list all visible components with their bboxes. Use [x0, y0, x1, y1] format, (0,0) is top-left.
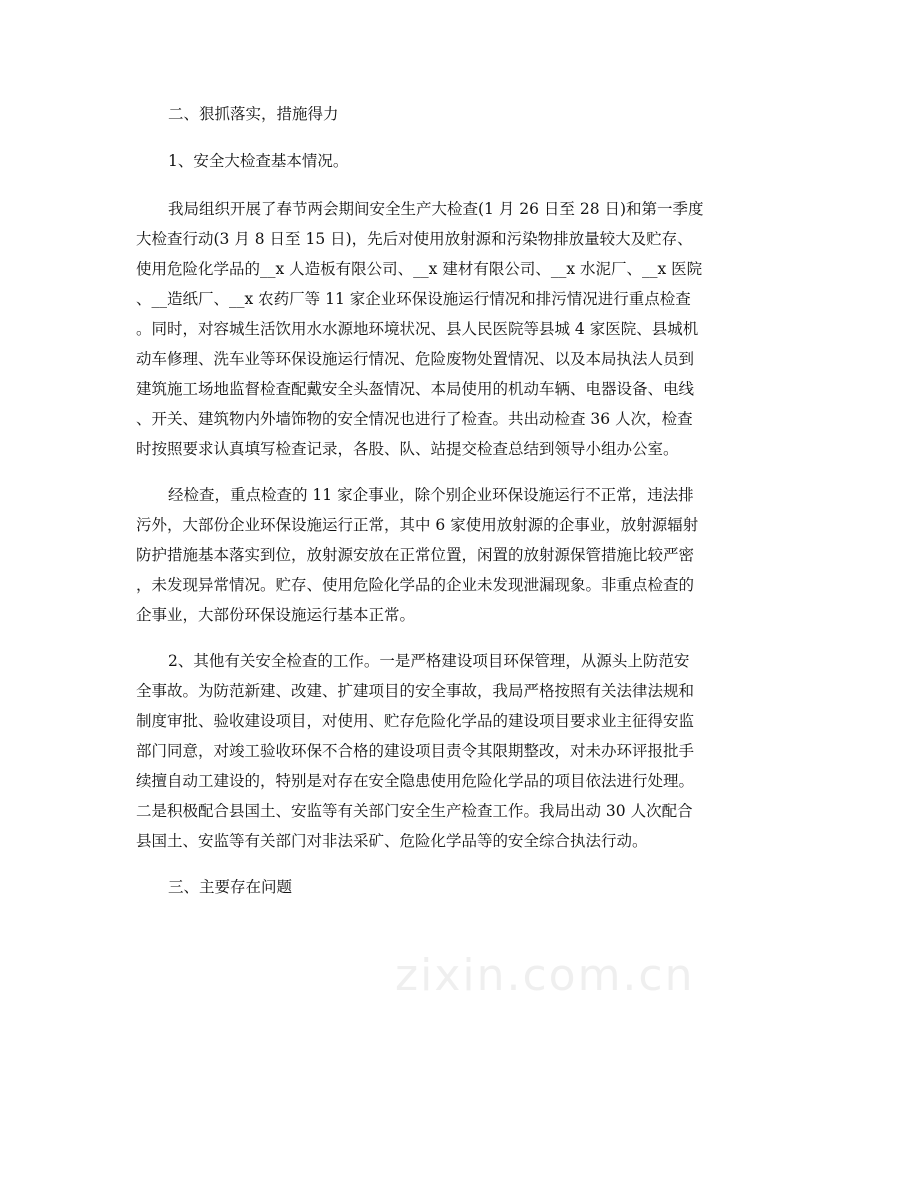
text-line: 建筑施工场地监督检查配戴安全头盔情况、本局使用的机动车辆、电器设备、电线 [136, 380, 695, 398]
text-line: 、__造纸厂、__x 农药厂等 11 家企业环保设施运行情况和排污情况进行重点检查 [136, 290, 691, 308]
text-line: 动车修理、洗车业等环保设施运行情况、危险废物处置情况、以及本局执法人员到 [136, 350, 695, 368]
text-line: 制度审批、验收建设项目，对使用、贮存危险化学品的建设项目要求业主征得安监 [136, 712, 695, 730]
section-heading-2: 二、狠抓落实，措施得力 [168, 105, 339, 123]
text-line: 部门同意，对竣工验收环保不合格的建设项目责令其限期整改，对未办环评报批手 [136, 742, 695, 760]
text-line: 2、其他有关安全检查的工作。一是严格建设项目环保管理，从源头上防范安 [168, 652, 690, 670]
text-line: 全事故。为防范新建、改建、扩建项目的安全事故，我局严格按照有关法律法规和 [136, 682, 695, 700]
paragraph-other-safety-work [136, 646, 784, 856]
watermark: zixin.com.cn [395, 950, 695, 1001]
text-line: 续擅自动工建设的，特别是对存在安全隐患使用危险化学品的项目依法进行处理。 [136, 772, 695, 790]
text-line: 大检查行动(3 月 8 日至 15 日)，先后对使用放射源和污染物排放量较大及贮存、 [136, 230, 693, 248]
text-line: 使用危险化学品的__x 人造板有限公司、__x 建材有限公司、__x 水泥厂、__x 医院 [136, 260, 703, 278]
text-line: ，未发现异常情况。贮存、使用危险化学品的企业未发现泄漏现象。非重点检查的 [136, 576, 695, 594]
text-line: 污外，大部份企业环保设施运行正常，其中 6 家使用放射源的企事业，放射源辐射 [136, 516, 699, 534]
text-line: 我局组织开展了春节两会期间安全生产大检查(1 月 26 日至 28 日)和第一季度 [168, 200, 704, 218]
text-line: 。同时，对容城生活饮用水水源地环境状况、县人民医院等县城 4 家医院、县城机 [136, 320, 699, 338]
paragraph-inspection-overview [136, 194, 784, 464]
section-heading-3: 三、主要存在问题 [168, 878, 293, 896]
text-line: 企事业，大部份环保设施运行基本正常。 [136, 606, 416, 624]
text-line: 二是积极配合县国土、安监等有关部门安全生产检查工作。我局出动 30 人次配合 [136, 802, 693, 820]
text-line: 防护措施基本落实到位，放射源安放在正常位置，闲置的放射源保管措施比较严密 [136, 546, 695, 564]
paragraph-inspection-results [136, 480, 784, 630]
text-line: 时按照要求认真填写检查记录，各股、队、站提交检查总结到领导小组办公室。 [136, 440, 679, 458]
document-page [136, 100, 784, 901]
text-line: 县国土、安监等有关部门对非法采矿、危险化学品等的安全综合执法行动。 [136, 832, 648, 850]
text-line: 经检查，重点检查的 11 家企事业，除个别企业环保设施运行不正常，违法排 [168, 486, 694, 504]
subsection-heading-1: 1、安全大检查基本情况。 [168, 152, 349, 170]
text-line: 、开关、建筑物内外墙饰物的安全情况也进行了检查。共出动检查 36 人次，检查 [136, 410, 693, 428]
